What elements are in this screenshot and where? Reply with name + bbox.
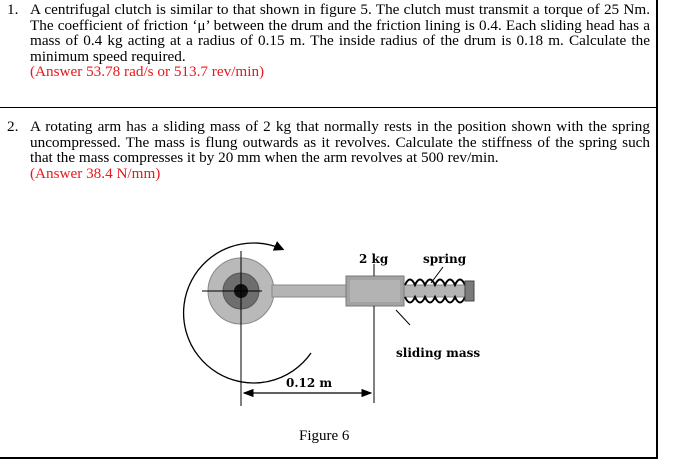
question-number: 2. (7, 118, 19, 135)
question-number: 1. (7, 1, 19, 18)
mass-label: 2 kg (359, 252, 389, 266)
question-answer: (Answer 38.4 N/mm) (30, 164, 161, 182)
sliding-mass-label: sliding mass (396, 346, 481, 360)
spring-label: spring (423, 252, 467, 266)
question-text: A rotating arm has a sliding mass of 2 kg that normally rests in the position shown with the spring uncompressed. The mass is flung outwards as it revolves. Calculate the stiffness of the spring such that the mass compresses it by 20 mm when the arm revolves at 500 rev/min. (30, 118, 650, 167)
question-text: A centrifugal clutch is similar to that shown in figure 5. The clutch must transmit a torque of 25 Nm. The coefficient of friction ‘μ’ between the drum and the friction lining is 0.4. Each sliding head has a mass of 0.4 kg acting at a radius of 0.15 m. The inside radius of the drum is 0.18 m. Calculate the minimum speed required. (30, 1, 650, 65)
end-stop (465, 281, 474, 301)
figure-caption: Figure 6 (299, 428, 350, 444)
question-answer: (Answer 53.78 rad/s or 513.7 rev/min) (30, 63, 265, 81)
dimension-label: 0.12 m (286, 376, 333, 390)
